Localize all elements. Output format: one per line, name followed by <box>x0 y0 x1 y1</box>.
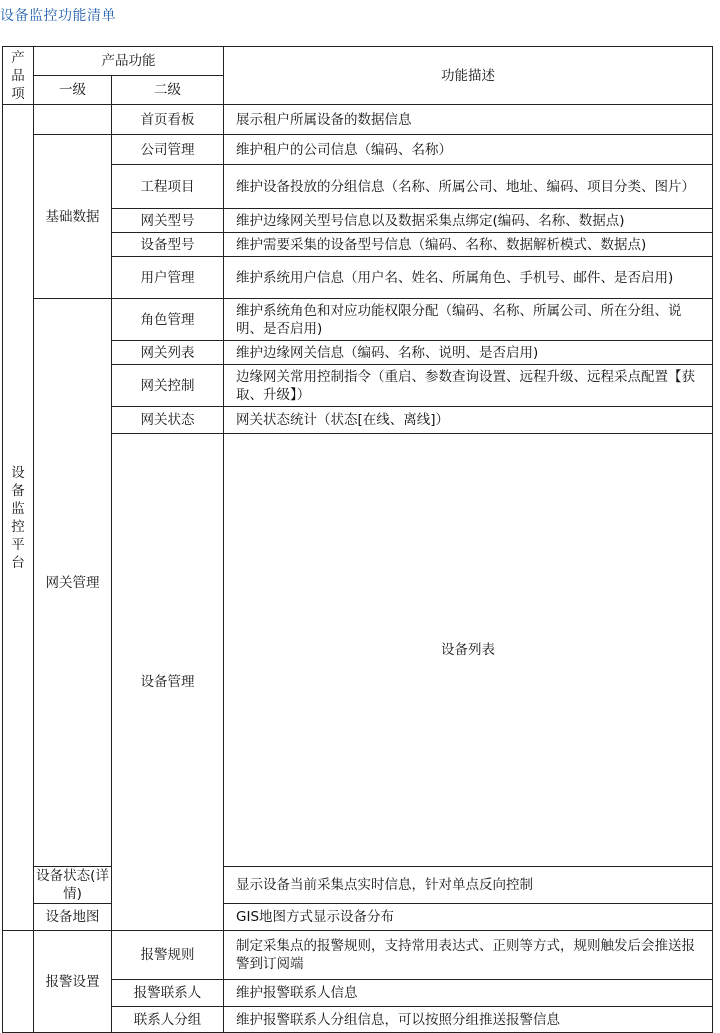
table-row <box>3 299 713 341</box>
description-cell: 网关状态统计（状态[在线、离线]） <box>224 407 713 434</box>
table-row <box>3 867 713 904</box>
level2-cell: 网关状态 <box>112 407 224 434</box>
level2-cell: 设备列表 <box>224 434 713 867</box>
table-row <box>3 105 713 135</box>
level2-cell: 网关控制 <box>112 365 224 407</box>
level1-cell-empty <box>34 105 112 135</box>
level2-cell: 用户管理 <box>112 257 224 299</box>
description-cell: 边缘网关常用控制指令（重启、参数查询设置、远程升级、远程采点配置【获取、升级】） <box>224 365 713 407</box>
description-cell: 维护边缘网关信息（编码、名称、说明、是否启用) <box>224 341 713 365</box>
level2-cell: 报警联系人 <box>112 980 224 1007</box>
table-row <box>3 931 713 980</box>
header-level1: 一级 <box>34 76 112 105</box>
level1-cell: 报警设置 <box>34 931 112 1033</box>
product-item-cell-cont <box>3 931 34 1033</box>
description-cell: 维护设备投放的分组信息（名称、所属公司、地址、编码、项目分类、图片） <box>224 165 713 209</box>
description-cell: 维护边缘网关型号信息以及数据采集点绑定(编码、名称、数据点) <box>224 209 713 233</box>
level2-cell: 网关型号 <box>112 209 224 233</box>
description-cell: 展示租户所属设备的数据信息 <box>224 105 713 135</box>
level1-cell: 设备管理 <box>112 434 224 931</box>
level2-cell: 设备地图 <box>34 904 112 931</box>
level2-cell: 设备状态(详情) <box>34 867 112 904</box>
header-product-item <box>3 47 34 105</box>
level2-cell: 网关列表 <box>112 341 224 365</box>
level2-cell: 工程项目 <box>112 165 224 209</box>
table-row <box>3 135 713 165</box>
description-cell: GIS地图方式显示设备分布 <box>224 904 713 931</box>
description-cell: 维护系统角色和对应功能权限分配（编码、名称、所属公司、所在分组、说明、是否启用) <box>224 299 713 341</box>
description-cell: 显示设备当前采集点实时信息，针对单点反向控制 <box>224 867 713 904</box>
product-item-text: 设备监控平台 <box>11 464 25 571</box>
description-cell: 维护需要采集的设备型号信息（编码、名称、数据解析模式、数据点) <box>224 233 713 257</box>
header-row-top <box>3 47 713 76</box>
level2-cell: 首页看板 <box>112 105 224 135</box>
function-list-table <box>2 46 713 1033</box>
level1-cell: 基础数据 <box>34 135 112 299</box>
level2-cell: 角色管理 <box>112 299 224 341</box>
header-function-description: 功能描述 <box>224 47 713 105</box>
level2-cell: 报警规则 <box>112 931 224 980</box>
description-cell: 维护报警联系人分组信息，可以按照分组推送报警信息 <box>224 1007 713 1033</box>
description-cell: 维护租户的公司信息（编码、名称） <box>224 135 713 165</box>
header-level2: 二级 <box>112 76 224 105</box>
level2-cell: 设备型号 <box>112 233 224 257</box>
description-cell: 维护报警联系人信息 <box>224 980 713 1007</box>
document-title: 设备监控功能清单 <box>0 8 116 24</box>
product-item-cell <box>3 105 34 931</box>
level2-cell: 联系人分组 <box>112 1007 224 1033</box>
level1-cell: 网关管理 <box>34 299 112 867</box>
header-product-item-text: 产品项 <box>11 49 25 102</box>
description-cell: 维护系统用户信息（用户名、姓名、所属角色、手机号、邮件、是否启用) <box>224 257 713 299</box>
level2-cell: 公司管理 <box>112 135 224 165</box>
header-product-function: 产品功能 <box>34 47 224 76</box>
description-cell: 制定采集点的报警规则，支持常用表达式、正则等方式，规则触发后会推送报警到订阅端 <box>224 931 713 980</box>
table-row <box>3 904 713 931</box>
